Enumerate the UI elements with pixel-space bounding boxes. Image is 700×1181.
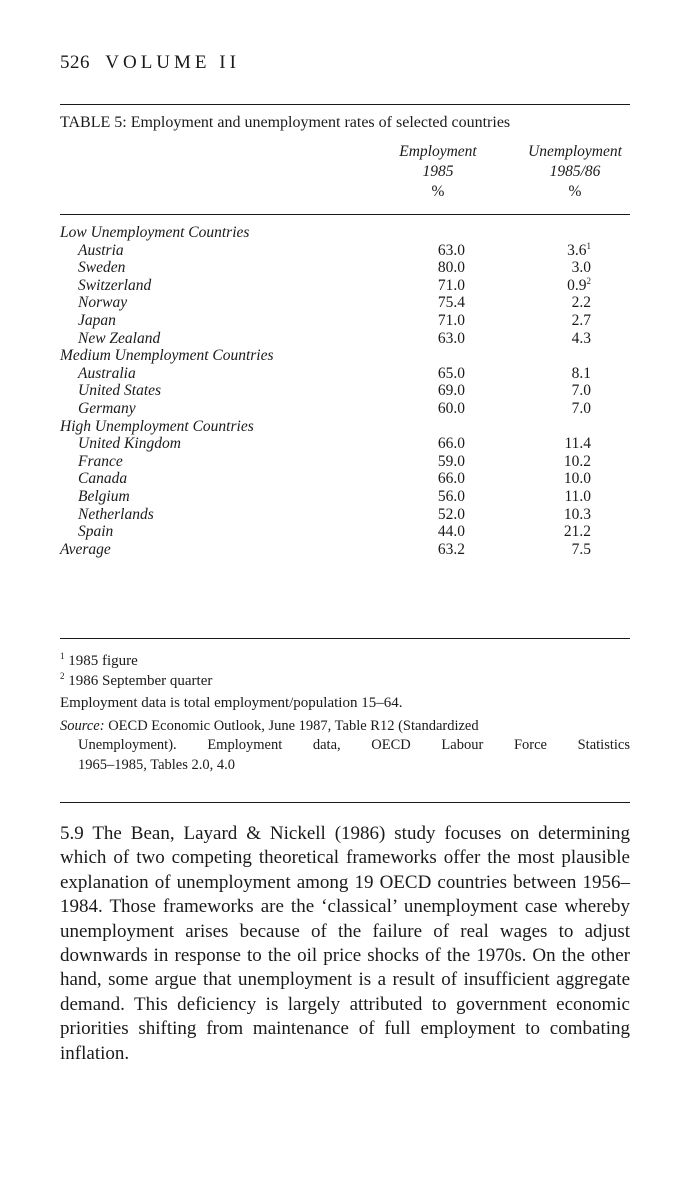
employment-value: 75.4	[437, 294, 465, 312]
table-row	[60, 488, 630, 506]
table-row	[60, 242, 630, 260]
table-row	[60, 400, 630, 418]
country-label: Switzerland	[78, 276, 152, 294]
unemployment-value: 8.1	[571, 364, 591, 382]
footnote-text: 1985 figure	[68, 653, 138, 669]
employment-value: 65.0	[437, 364, 465, 382]
unemployment-cell	[535, 488, 591, 506]
unemployment-cell	[535, 435, 591, 453]
table-row	[60, 294, 630, 312]
table-notes	[60, 652, 630, 775]
table-row	[60, 453, 630, 471]
country-label: Netherlands	[78, 505, 154, 523]
unemployment-cell	[535, 541, 591, 559]
employment-value: 71.0	[437, 311, 465, 329]
column-header-unemployment-title: Unemployment	[528, 143, 622, 160]
table-title: TABLE 5: Employment and unemployment rates of selected countries	[60, 114, 511, 131]
country-label: New Zealand	[78, 329, 161, 347]
country-label: France	[78, 452, 123, 470]
table-bottom-rule	[60, 638, 630, 639]
employment-value: 80.0	[437, 259, 465, 277]
employment-value: 52.0	[437, 505, 465, 523]
unemployment-cell	[535, 259, 591, 277]
notes-bottom-rule	[60, 802, 630, 803]
unemployment-cell	[535, 400, 591, 418]
footnote-reference: 2	[586, 275, 591, 286]
unemployment-value: 3.0	[571, 259, 591, 277]
unemployment-value: 11.0	[564, 487, 591, 505]
unemployment-cell	[535, 382, 591, 400]
unemployment-cell	[535, 330, 591, 348]
column-header-employment	[383, 142, 493, 202]
volume-label: VOLUME II	[105, 52, 240, 73]
table-group-row	[60, 347, 630, 365]
table-row	[60, 382, 630, 400]
employment-value: 71.0	[437, 276, 465, 294]
page-number: 526	[60, 52, 90, 73]
table-top-rule	[60, 104, 630, 105]
table-group-row	[60, 418, 630, 436]
footnote-mark: 2	[60, 670, 65, 681]
group-label: Low Unemployment Countries	[60, 224, 250, 241]
unemployment-value: 10.3	[563, 505, 591, 523]
footnote-2	[60, 672, 630, 692]
unemployment-value: 7.0	[571, 382, 591, 400]
footnote-text: 1986 September quarter	[68, 672, 213, 689]
unemployment-value: 7.0	[571, 399, 591, 417]
employment-note: Employment data is total employment/population 15–64.	[60, 695, 403, 711]
country-label: United States	[78, 382, 162, 400]
footnote-1	[60, 652, 630, 672]
unemployment-cell	[535, 365, 591, 383]
unemployment-value: 0.9	[567, 276, 587, 294]
column-header-unemployment-year: 1985/86	[549, 163, 601, 180]
country-label: Germany	[78, 399, 136, 417]
country-label: Austria	[78, 241, 124, 259]
unemployment-value: 2.2	[571, 294, 591, 312]
source-note	[60, 717, 630, 776]
unemployment-cell	[535, 312, 591, 330]
column-header-employment-title: Employment	[399, 143, 477, 160]
running-header	[60, 52, 240, 74]
country-label: Japan	[78, 311, 116, 329]
country-label: Belgium	[78, 487, 130, 505]
unemployment-value: 7.5	[571, 540, 591, 558]
table-row	[60, 365, 630, 383]
source-line-3: 1965–1985, Tables 2.0, 4.0	[78, 756, 236, 773]
unemployment-value: 3.6	[567, 241, 587, 259]
unemployment-value: 2.7	[571, 311, 591, 329]
table-group-row	[60, 224, 630, 242]
employment-value: 63.0	[437, 241, 465, 259]
column-header-employment-unit: %	[431, 183, 445, 200]
table-row	[60, 312, 630, 330]
header-rule	[60, 214, 630, 215]
column-header-unemployment	[510, 142, 640, 202]
unemployment-cell	[535, 242, 591, 260]
table-row	[60, 523, 630, 541]
table-row	[60, 435, 630, 453]
group-label: High Unemployment Countries	[60, 417, 254, 435]
table-body	[60, 224, 630, 558]
unemployment-value: 10.2	[563, 452, 591, 470]
country-label: Canada	[78, 470, 128, 488]
table-row	[60, 330, 630, 348]
unemployment-cell	[535, 294, 591, 312]
source-label: Source:	[60, 717, 105, 734]
unemployment-value: 4.3	[571, 329, 591, 347]
group-label: Medium Unemployment Countries	[60, 347, 274, 365]
employment-value: 44.0	[437, 523, 465, 541]
footnote-mark: 1	[60, 651, 65, 661]
country-label: Australia	[78, 364, 136, 382]
employment-value: 63.2	[437, 540, 465, 558]
unemployment-cell	[535, 506, 591, 524]
country-label: United Kingdom	[78, 435, 181, 453]
employment-value: 66.0	[437, 435, 465, 453]
country-label: Spain	[78, 523, 114, 541]
employment-value: 59.0	[437, 452, 465, 470]
table-row	[60, 277, 630, 295]
unemployment-cell	[535, 277, 591, 295]
body-paragraph: 5.9 The Bean, Layard & Nickell (1986) study focuses on determining which of two competing theoretical frameworks offer the most plausible explanation of unemployment among 19 OECD countries between 1956–1984. Those frameworks are the ‘classical’ unemployment case whereby unemployment arises because of the failure of real wages to adjust downwards in response to the oil price shocks of the 1970s. On the other hand, some argue that unemployment is a result of insufficient aggregate demand. This deficiency is largely attributed to government economic priorities shifting from maintenance of full employment to combating inflation.	[60, 823, 630, 1064]
unemployment-cell	[535, 453, 591, 471]
source-line-1: OECD Economic Outlook, June 1987, Table R12 (Standardized	[108, 717, 479, 734]
table-average-row	[60, 541, 630, 559]
unemployment-cell	[535, 523, 591, 541]
country-label: Average	[60, 540, 111, 558]
table-row	[60, 506, 630, 524]
employment-value: 66.0	[437, 470, 465, 488]
employment-value: 60.0	[437, 399, 465, 417]
column-header-employment-year: 1985	[422, 163, 454, 180]
employment-value: 63.0	[437, 329, 465, 347]
country-label: Sweden	[78, 259, 126, 277]
employment-value: 56.0	[437, 487, 465, 505]
footnote-reference: 1	[586, 240, 591, 251]
unemployment-cell	[535, 470, 591, 488]
country-label: Norway	[78, 294, 128, 312]
source-line-2: Unemployment). Employment data, OECD Labour Force Statistics	[78, 737, 630, 753]
employment-value: 69.0	[437, 382, 465, 400]
table-row	[60, 470, 630, 488]
column-header-unemployment-unit: %	[568, 183, 582, 200]
unemployment-value: 21.2	[563, 523, 591, 541]
unemployment-value: 11.4	[564, 435, 591, 453]
table-row	[60, 259, 630, 277]
unemployment-value: 10.0	[563, 470, 591, 488]
